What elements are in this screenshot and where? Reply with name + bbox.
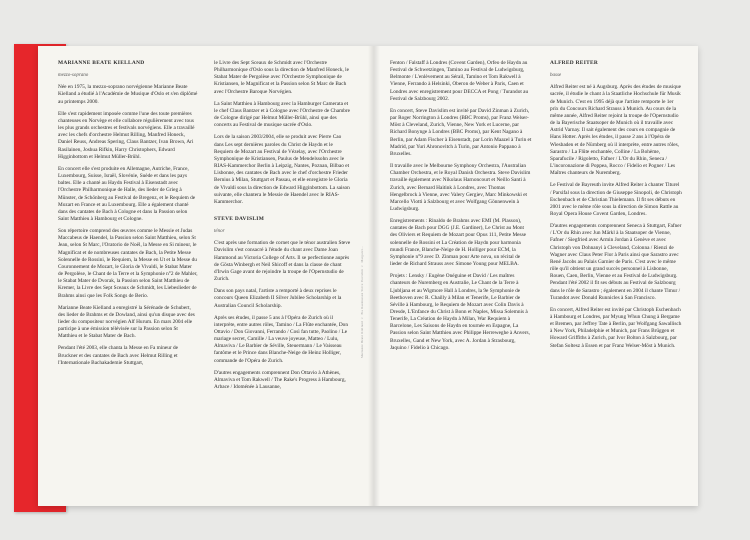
bio-paragraph: La Saint Matthieu à Hambourg avec la Hamburger Camerata et le chef Claus Bantzer et à Cologne avec l'Orchestre de Chambre de Cologne dirigé par Helmut Müller-Brühl, ainsi que des concerts au Festival de musique sacrée d'Oslo. — [214, 100, 350, 129]
singer-name: ALFRED REITER — [550, 60, 599, 66]
voice-type: basse — [550, 73, 562, 79]
bio-paragraph: Alfred Reiter est né à Augsburg. Après des études de musique sacrée, il étudie le chant à la Staatliche Hochschule für Musik de Munich. C'est en 1995 déjà que l'artiste remporte le 1er prix du Concours Richard Strauss à Munich. Au cours de la même année, Alfred Reiter rejoint la troupe de l'Opernstudio de la Bayerische Staatsoper de Munich où il travaille avec Astrid Varnay. Il sait également des cours en compagnie de Hans Hotter. Après les études, il passe 2 ans à l'Opéra de Wiesbaden et de Nürnberg où il interprète, entre autres rôles, Sarastro / La Flûte enchantée, Colline / La Bohème, Sparafucile / Rigoletto, Fafner / L'Or du Rhin, Seneca / L'incoronazione di Poppea, Rocco / Fidelio et Pogner / Les Maîtres chanteurs de Nuremberg. — [550, 84, 681, 177]
bio-paragraph: Après ses études, il passe 5 ans à l'Opéra de Zurich où il interprète, entre autres rôles, Tamino / La Flûte enchantée, Don Ottavio / Don Giovanni, Ferrando / Così fan tutte, Paolino / Le mariage secret, Camille / La veuve joyeuse, Matteo / Lulu, Almaviva / Le Barbier de Séville, Steuermann / Le Vaisseau fantôme et le Prince dans Blanche-Neige de Heinz Holliger, commande de l'Opéra de Zurich. — [214, 314, 348, 364]
bio-paragraph: En concert elle s'est produite en Allemagne, Autriche, France, Luxembourg, Suisse, Israël, Slovénie, Suède et dans les pays baltes. Elle a chanté au Haydn Festival à Eisenstadt avec l'Orchestre Philharmonique de Halle, des lieder de Grieg à Münster, de Schönberg au Festival de Bregenz, et le Requiem de Mozart en France et au Luxembourg. Elle a également chanté dans des cantates de Bach à Cologne et dans la Passion selon Saint Matthieu à Hambourg et Cologne. — [58, 165, 196, 222]
bio-paragraph: Projets : Lensky / Eugène Onéguine et David / Les maîtres chanteurs de Nuremberg en Australie, Le Chant de la Terre à Ljubljana et au Wigmore Hall à Londres, la 9e Symphonie de Beethoven avec R. Chailly à Milan et Tenerife, Le Barbier de Séville à Hambourg, le Requiem de Mozart avec Colin Davis à Dresde, L'Enfance du Christ à Bonn et Naples, Missa Solemnis à Tenerife, La Création de Haydn à Milan, War Requiem à Barcelone, Les Saisons de Haydn en tournée en Espagne, La Passion selon Saint Matthieu avec Philippe Herreweghe à Anvers, Bruxelles, Gand et New York, avec A. Jordan à Strasbourg, Jaquino / Fidelio à Chicago. — [390, 273, 530, 351]
bio-paragraph: Enregistrements : Rinaldo de Brahms avec EMI (M. Plasson), cantates de Bach pour DGG (J.E. Gardiner), Le Christ au Mont des Oliviers et Requiem de Mozart pour Opus 111, Petite Messe solennelle de Rossini et La Création de Haydn pour harmonia mundi France, Blanche-Neige de H. Holliger pour ECM, la Symphonie n°9 avec D. Zinman pour Arte nova, un récital de lieder de Richard Strauss avec Simone Young pour MELBA. — [390, 218, 526, 268]
bio-paragraph: Elle s'est rapidement imposée comme l'une des toute premières chanteuses en Norvège et elle collabore régulièrement avec tous les plus grands orchestres et festivals norvégiens. Elle a travaillé avec les chefs d'orchestre Helmut Rilling, Manfred Honeck, Daniel Reuss, Andreas Spering, Claus Bantzer, Ivan Brown, Ari Rasilainen, Joshua Rifkin, Harry Christophers, Edward Higginbottom et Helmut Müller-Brühl. — [58, 110, 195, 160]
bio-paragraph: En concert, Steve Davislim est invité par David Zinman à Zurich, par Roger Norrington à Londres (BBC Proms), par Franz Welser-Möst à Cleveland, Zurich, Vienne, New York et Lucerne, par Richard Bonynge à Londres (BBC Proms), par Kent Nagano à Berlin, par Adam Fischer à Eisenstadt, par Lorin Maazel à Turin et Madrid, par Yuri Ahronovitch à Turin, par Antonio Pappano à Bruxelles. — [390, 107, 532, 157]
booklet-gutter — [368, 46, 380, 506]
bio-paragraph: Son répertoire comprend des œuvres comme le Messie et Judas Maccabeus de Haendel, la Passion selon Saint Matthieu, selon St Jean, selon St Marc, l'Oratorio de Noël, la Messe en Si mineur, le Magnificat et de nombreuses cantates de Bach, la Petite Messe Solennelle de Rossini, le Requiem, la Messe en Ut et la Messe du Couronnement de Mozart, le Gloria de Vivaldi, le Stabat Mater de Pergolèse, le Chant de la Terre et la Symphonie n°2 de Mahler, le Stabat Mater de Dvorak, la Passion selon Saint Matthieu de Kremer, la Livre des Sept Sceaux de Schmidt, les Liebeslieder de Brahms ainsi que les Folk Songs de Berio. — [58, 228, 198, 299]
bio-paragraph: Il travaille avec le Melbourne Symphony Orchestra, l'Australian Chamber Orchestra, et le Royal Danish Orchestra. Steve Davislim travaille également avec Nikolaus Harnoncourt et Neillo Santi à Zurich, avec Bernard Haitink à Londres, avec Thomas Hengelbrock à Vienne, avec Valery Gergiev, Marc Minkowski et Marcello Viotti à Salzbourg et avec Wolfgang Gönnenwein à Ludwigsburg. — [390, 163, 531, 212]
bio-paragraph: Dans son pays natal, l'artiste a remporté à deux reprises le concours Queen Elizabeth II Silver Jubilee Scholarship et la Australian Council Scholarship. — [214, 288, 342, 309]
singer-name: STEVE DAVISLIM — [214, 215, 265, 222]
bio-paragraph: Fenton / Falstaff à Londres (Covent Garden), Orfeo de Haydn au Festival de Schwetzingen, Tamino au Festival de Ludwigsburg, Belmonte / L'enlèvement au Sérail, Tamino et Tom Rakwell à Vienne, Ferrando à Helsinki, Oberon de Weber à Paris, Caen et Londres avec enregistrement pour DECCA et Pong / Turandot au Festival de Salzbourg 2002. — [390, 60, 529, 102]
voice-type: ténor — [214, 229, 225, 235]
voice-type: mezzo-soprano — [58, 73, 89, 79]
bio-paragraph: D'autres engagements comprennent Don Ottavio à Athènes, Almaviva et Tom Rakwell / The Rake's Progress à Hambourg, Arbace / Idoménée à Lausanne, — [214, 369, 346, 391]
photo-credit: Marianne Beate Kielland © Pia Rasmussen Steve Davislim © Margaret... — [360, 246, 364, 358]
singer-name: MARIANNE BEATE KIELLAND — [58, 60, 145, 66]
bio-kielland-continued — [214, 60, 352, 396]
bio-kielland — [58, 60, 198, 372]
right-page — [374, 46, 698, 506]
booklet-spread — [38, 46, 698, 506]
bio-paragraph: Le Festival de Bayreuth invite Alfred Reiter à chanter Titurel / Parsifal sous la direction de Giuseppe Sinopoli, de Christoph Eschenbach et de Christian Thielemann. Il fit ses débuts en 2001 avec le même rôle sous la direction de Simon Rattle au Royal Opera House Covent Garden, Londres. — [550, 182, 682, 217]
bio-paragraph: le Livre des Sept Sceaux de Schmidt avec l'Orchestre Philharmonique d'Oslo sous la direction de Manfred Honeck, le Stabat Mater de Pergolèse avec l'Orchestre Symphonique de Kristiansen, le Magnificat et la Passion selon St Marc de Bach avec l'Orchestre Baroque Norvégien. — [214, 60, 349, 95]
bio-paragraph: C'est après une formation de cornet que le ténor australien Steve Davislim s'est consacré à l'étude du chant avec Dame Joan Hammond au Victoria College of Arts. Il se perfectionne auprès de Gösta Winbergh et Neil Shicoff et dans la classe de chant d'Irwin Gage avant de rejoindre la troupe de l'Opernstudio de Zurich. — [214, 240, 351, 283]
bio-paragraph: D'autres engagements comprennent Seneca à Stuttgart, Fafner / L'Or du Rhin avec Jun Märkl à la Staatsoper de Vienne, Fafner / Siegfried avec Armin Jordan à Genève et avec Christoph von Dohnanyi à Cleveland, Colonna / Rienzi de Wagner avec Claus Peter Flor à Paris ainsi que Sarastro avec René Jacobs au Palais Garnier de Paris. C'est avec le même rôle qu'il obtient un grand succès personnel à Lisbonne, Rouen, Caen, Berlin, Vienne et au Festival de Ludwigsburg. Pendant l'été 2002 il fit ses débuts au Festival de Salzbourg dans le rôle de Sarastro ; également en 2004 il chante Timur / Turandot avec Donald Runnicles à San Francisco. — [550, 223, 682, 301]
bio-paragraph: Née en 1975, la mezzo-soprano norvégienne Marianne Beate Kielland a étudié à l'Académie de Musique d'Oslo et s'en diplômé au printemps 2000. — [58, 84, 198, 105]
bio-paragraph: Pendant l'été 2003, elle chanta la Messe en Fa mineur de Bruckner et des cantates de Bach avec Helmut Rilling et l'Internationale Bachakademie Stuttgart, — [58, 345, 178, 366]
left-page — [38, 46, 374, 506]
bio-reiter — [550, 60, 682, 355]
bio-paragraph: Marianne Beate Kielland a enregistré la Sérénade de Schubert, des lieder de Brahms et de Dowland, ainsi qu'un disque avec des lieder du compositeur norvégien Alf Hurum. En mars 2004 elle participe à une émission télévisée sur la Passion selon St Matthieu et le Stabat Mater de Bach. — [58, 304, 195, 340]
bio-paragraph: Lors de la saison 2003/2004, elle se produit avec Pierre Cao dans Les sept dernières paroles du Christ de Haydn et le Requiem de Mozart au Festival de Vézelay, avec l'Orchestre Symphonique de Kristiansen, Paulus de Mendelssohn avec le RIAS-Kammerchor Berlin à Leipzig, Nantes, Poznan, Bilbao et Lisbonne, des cantates de Bach avec le chef d'orchestre Frieder Bernius à Milan, Stuttgart et Passau, et elle enregistre le Gloria de Vivaldi sous la direction de Edward Higginbottom. La saison suivante, elle chantera le Messie de Haendel avec le RIAS-Kammerchor. — [214, 134, 350, 205]
bio-paragraph: En concert, Alfred Reiter est invité par Christoph Eschenbach à Hambourg et Londres, par Myung Whun Chung à Bergame et Bremen, par Jeffrey Tate à Berlin, par Wolfgang Sawallisch à New York, Philadelphie et Munich, par Frans Brüggen et Howard Griffiths à Zurich, par Ivor Bolton à Salzbourg, par Stefan Soltesz à Essen et par Franz Welser-Möst à Munich. — [550, 306, 682, 349]
bio-davislim-continued — [390, 60, 532, 357]
